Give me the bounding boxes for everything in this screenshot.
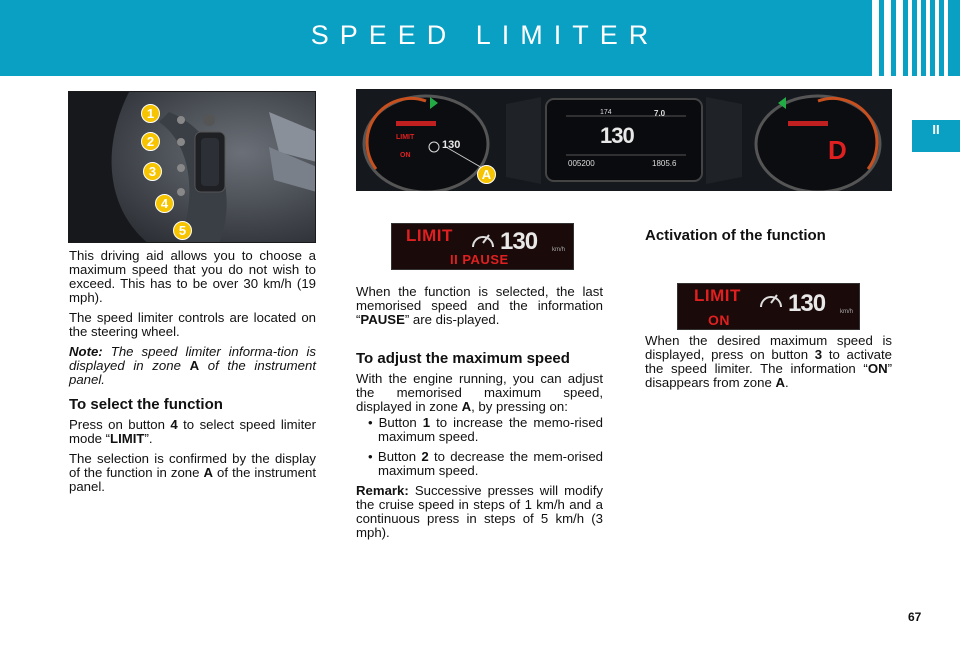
lcd-on-speed: 130 bbox=[788, 290, 826, 317]
callout-5: 5 bbox=[173, 221, 192, 240]
bullet-decrease: • Button 2 to decrease the mem-orised maximum speed. bbox=[368, 449, 603, 478]
header-stripes bbox=[872, 0, 948, 76]
select-paragraph: Press on button 4 to select speed limiter mode “LIMIT”. bbox=[69, 417, 316, 446]
dash-top-left: 174 bbox=[600, 109, 612, 116]
select-heading: To select the function bbox=[69, 396, 223, 413]
lcd-pause-display bbox=[391, 223, 574, 270]
lcd-pause-limit-label: LIMIT bbox=[406, 226, 453, 245]
note-paragraph: Note: The speed limiter informa-tion is displayed in zone A of the instrument panel. bbox=[69, 344, 316, 387]
lcd-pause-unit: km/h bbox=[552, 247, 566, 253]
callout-2: 2 bbox=[141, 132, 160, 151]
speedometer-icon bbox=[758, 288, 784, 310]
page-number: 67 bbox=[908, 610, 922, 624]
bullet-increase: • Button 1 to increase the memo-rised maximum speed. bbox=[368, 415, 603, 444]
steering-wheel-photo bbox=[68, 91, 316, 243]
lcd-on-display bbox=[677, 283, 860, 330]
remark-paragraph: Remark: Successive presses will modify the cruise speed in steps of 1 km/h and a continuous press in steps of 5 km/h (3 mph). bbox=[356, 483, 603, 540]
dash-odo-right: 1805.6 bbox=[652, 159, 677, 168]
lcd-pause-status: II PAUSE bbox=[450, 252, 509, 267]
column-2 bbox=[356, 285, 603, 546]
callout-4: 4 bbox=[155, 194, 174, 213]
callout-3: 3 bbox=[143, 162, 162, 181]
controls-paragraph: The speed limiter controls are located on the steering wheel. bbox=[69, 310, 316, 339]
adjust-heading: To adjust the maximum speed bbox=[356, 350, 570, 367]
dash-gear: D bbox=[828, 135, 847, 165]
lcd-pause-speed: 130 bbox=[500, 228, 538, 255]
page-title: SPEED LIMITER bbox=[310, 20, 660, 50]
selected-paragraph: When the function is selected, the last memorised speed and the information “PAUSE” are dis-played. bbox=[356, 284, 603, 327]
steering-wheel-illustration bbox=[69, 92, 316, 243]
speedometer-icon bbox=[470, 228, 496, 250]
adjust-paragraph: With the engine running, you can adjust the memorised maximum speed, displayed in zone A, by pressing on: bbox=[356, 371, 603, 414]
activation-paragraph: When the desired maximum speed is displayed, press on button 3 to activate the speed limiter. The information “ON” disappears from zone A. bbox=[645, 333, 892, 390]
callout-1: 1 bbox=[141, 104, 160, 123]
lcd-on-limit-label: LIMIT bbox=[694, 286, 741, 305]
callout-A: A bbox=[477, 165, 496, 184]
instrument-panel-photo bbox=[356, 89, 892, 191]
activation-heading: Activation of the function bbox=[645, 227, 826, 244]
column-1 bbox=[69, 249, 316, 500]
dash-left-speed: 130 bbox=[442, 139, 461, 151]
dash-top-right: 7.0 bbox=[654, 109, 666, 118]
intro-paragraph: This driving aid allows you to choose a maximum speed that you do not wish to exceed. This has to be over 30 km/h (19 mph). bbox=[69, 248, 316, 305]
confirm-paragraph: The selection is confirmed by the display of the function in zone A of the instrument panel. bbox=[69, 451, 316, 494]
note-label: Note: bbox=[69, 344, 103, 359]
dash-on-label: ON bbox=[400, 152, 411, 159]
chapter-tab[interactable]: II bbox=[912, 120, 960, 152]
lcd-on-status: ON bbox=[708, 312, 730, 328]
dash-center-speed: 130 bbox=[600, 123, 634, 148]
column-3 bbox=[645, 334, 892, 396]
lcd-on-unit: km/h bbox=[840, 309, 854, 315]
page-header bbox=[0, 0, 960, 76]
dash-odo-left: 005200 bbox=[568, 159, 595, 168]
dash-limit-label: LIMIT bbox=[396, 134, 415, 141]
